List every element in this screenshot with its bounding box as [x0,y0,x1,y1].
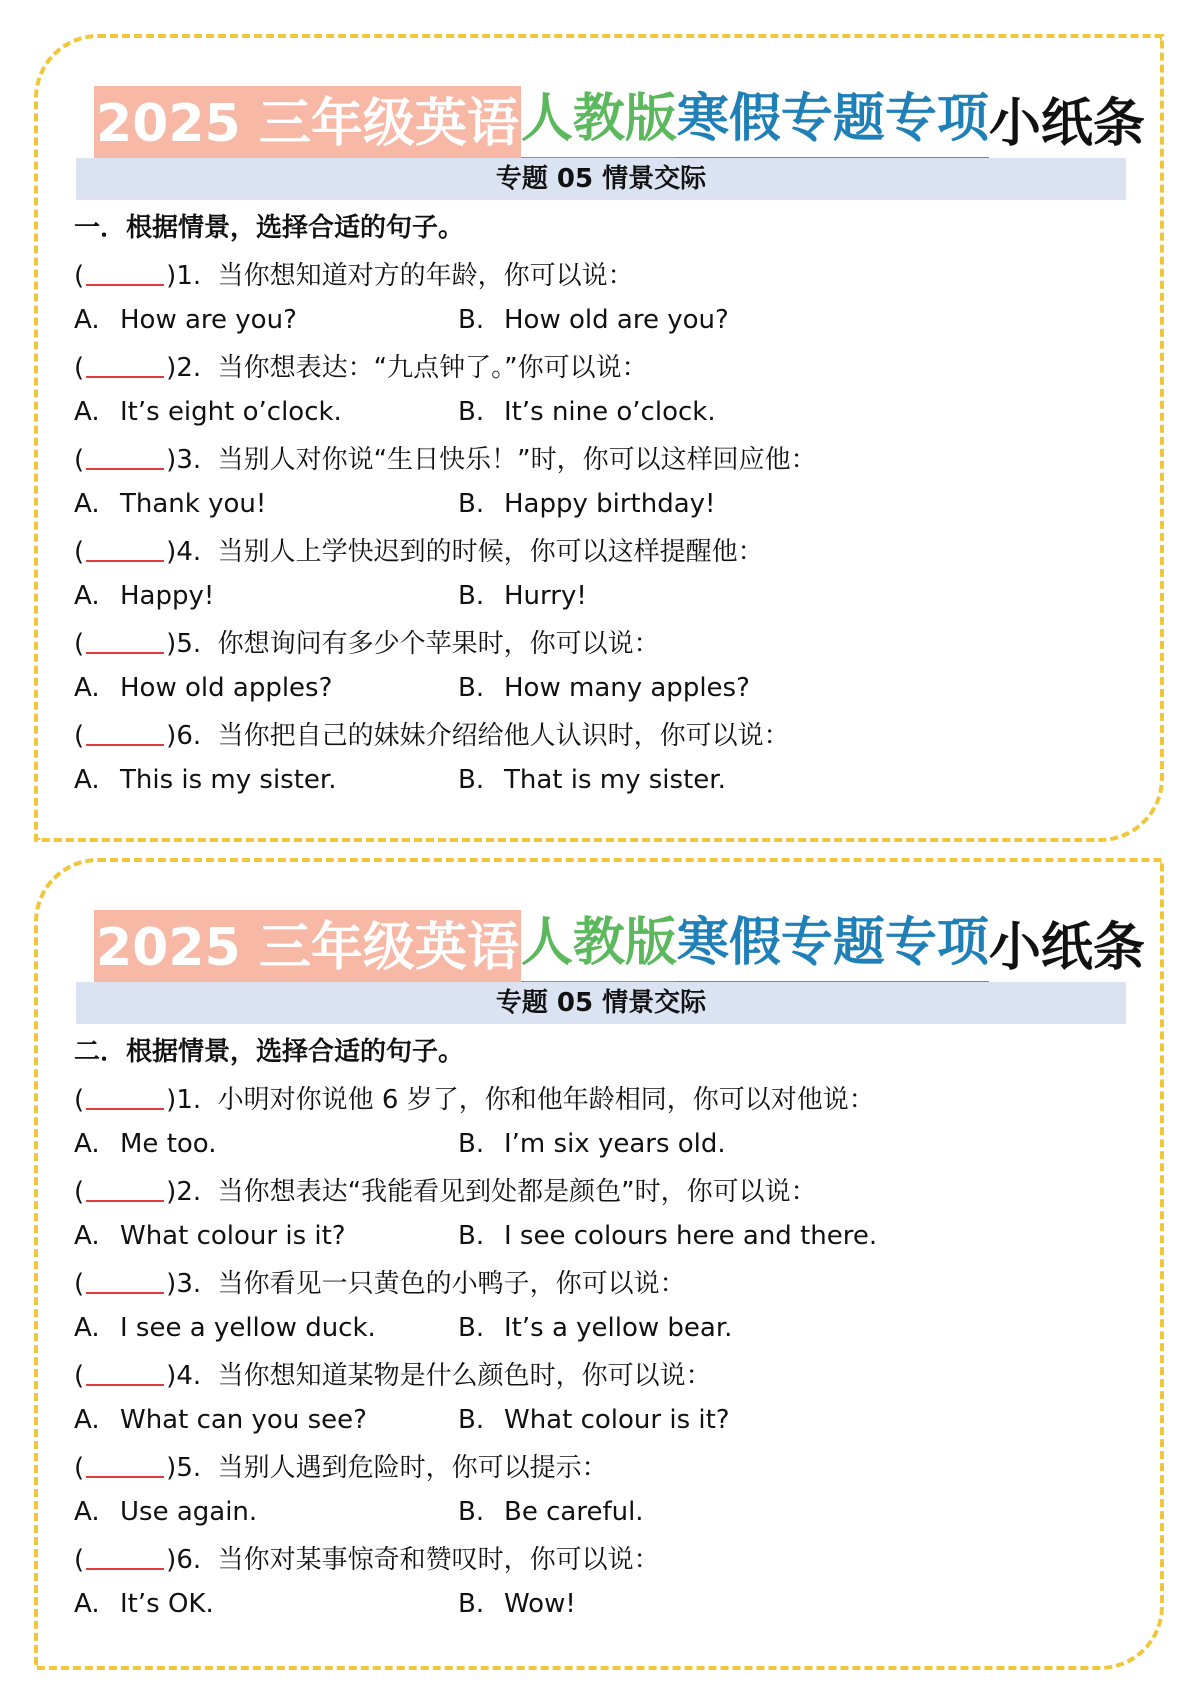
option-b[interactable]: B. It’s a yellow bear. [458,1313,733,1343]
question-1: ( )1. 小明对你说他 6 岁了，你和他年龄相同，你可以对他说： [74,1080,875,1118]
exercise-card-2 [34,858,1164,1670]
title-edition: 人教版 [521,905,677,986]
question-5: ( )5. 你想询问有多少个苹果时，你可以说： [74,624,660,662]
option-b[interactable]: B. That is my sister. [458,765,726,795]
answer-blank[interactable] [86,716,164,746]
option-b[interactable]: B. What colour is it? [458,1405,730,1435]
option-a[interactable]: A. What colour is it? [74,1221,346,1251]
option-a[interactable]: A. Thank you! [74,489,267,519]
page-title [94,80,1145,162]
option-a[interactable]: A. Use again. [74,1497,258,1527]
exercise-card-1 [34,34,1164,842]
option-a[interactable]: A. What can you see? [74,1405,367,1435]
section-heading: 二．根据情景，选择合适的句子。 [74,1037,465,1067]
question-6: ( )6. 当你把自己的妹妹介绍给他人认识时，你可以说： [74,716,790,754]
title-slip: 小纸条 [988,918,1145,978]
option-a[interactable]: A. It’s eight o’clock. [74,397,342,427]
option-b[interactable]: B. It’s nine o’clock. [458,397,716,427]
title-year-grade: 2025 三年级英语 [94,910,521,986]
question-3: ( )3. 当你看见一只黄色的小鸭子，你可以说： [74,1264,686,1302]
section-heading: 一．根据情景，选择合适的句子。 [74,213,465,243]
question-2: ( )2. 当你想表达：“九点钟了。”你可以说： [74,348,648,386]
answer-blank[interactable] [86,440,164,470]
answer-blank[interactable] [86,624,164,654]
title-year-grade: 2025 三年级英语 [94,86,521,162]
option-b[interactable]: B. How many apples? [458,673,750,703]
page-title [94,904,1145,986]
answer-blank[interactable] [86,256,164,286]
option-b[interactable]: B. Wow! [458,1589,576,1619]
option-a[interactable]: A. I see a yellow duck. [74,1313,376,1343]
title-topic: 寒假专题专项 [677,905,989,986]
title-slip: 小纸条 [988,94,1145,154]
question-6: ( )6. 当你对某事惊奇和赞叹时，你可以说： [74,1540,660,1578]
answer-blank[interactable] [86,1264,164,1294]
option-b[interactable]: B. I’m six years old. [458,1129,726,1159]
option-a[interactable]: A. Happy! [74,581,215,611]
answer-blank[interactable] [86,1080,164,1110]
option-b[interactable]: B. I see colours here and there. [458,1221,878,1251]
question-2: ( )2. 当你想表达“我能看见到处都是颜色”时，你可以说： [74,1172,817,1210]
option-b[interactable]: B. Happy birthday! [458,489,716,519]
option-a[interactable]: A. Me too. [74,1129,217,1159]
option-a[interactable]: A. This is my sister. [74,765,337,795]
option-b[interactable]: B. Be careful. [458,1497,644,1527]
answer-blank[interactable] [86,348,164,378]
answer-blank[interactable] [86,1172,164,1202]
question-1: ( )1. 当你想知道对方的年龄，你可以说： [74,256,634,294]
answer-blank[interactable] [86,532,164,562]
option-a[interactable]: A. How old apples? [74,673,333,703]
option-a[interactable]: A. It’s OK. [74,1589,214,1619]
question-4: ( )4. 当别人上学快迟到的时候，你可以这样提醒他： [74,532,764,570]
answer-blank[interactable] [86,1356,164,1386]
question-5: ( )5. 当别人遇到危险时，你可以提示： [74,1448,608,1486]
option-b[interactable]: B. Hurry! [458,581,587,611]
topic-banner: 专题 05 情景交际 [76,982,1126,1024]
answer-blank[interactable] [86,1448,164,1478]
option-a[interactable]: A. How are you? [74,305,297,335]
question-3: ( )3. 当别人对你说“生日快乐！”时，你可以这样回应他： [74,440,817,478]
answer-blank[interactable] [86,1540,164,1570]
title-edition: 人教版 [521,81,677,162]
topic-banner: 专题 05 情景交际 [76,158,1126,200]
option-b[interactable]: B. How old are you? [458,305,729,335]
question-4: ( )4. 当你想知道某物是什么颜色时，你可以说： [74,1356,712,1394]
title-topic: 寒假专题专项 [677,81,989,162]
